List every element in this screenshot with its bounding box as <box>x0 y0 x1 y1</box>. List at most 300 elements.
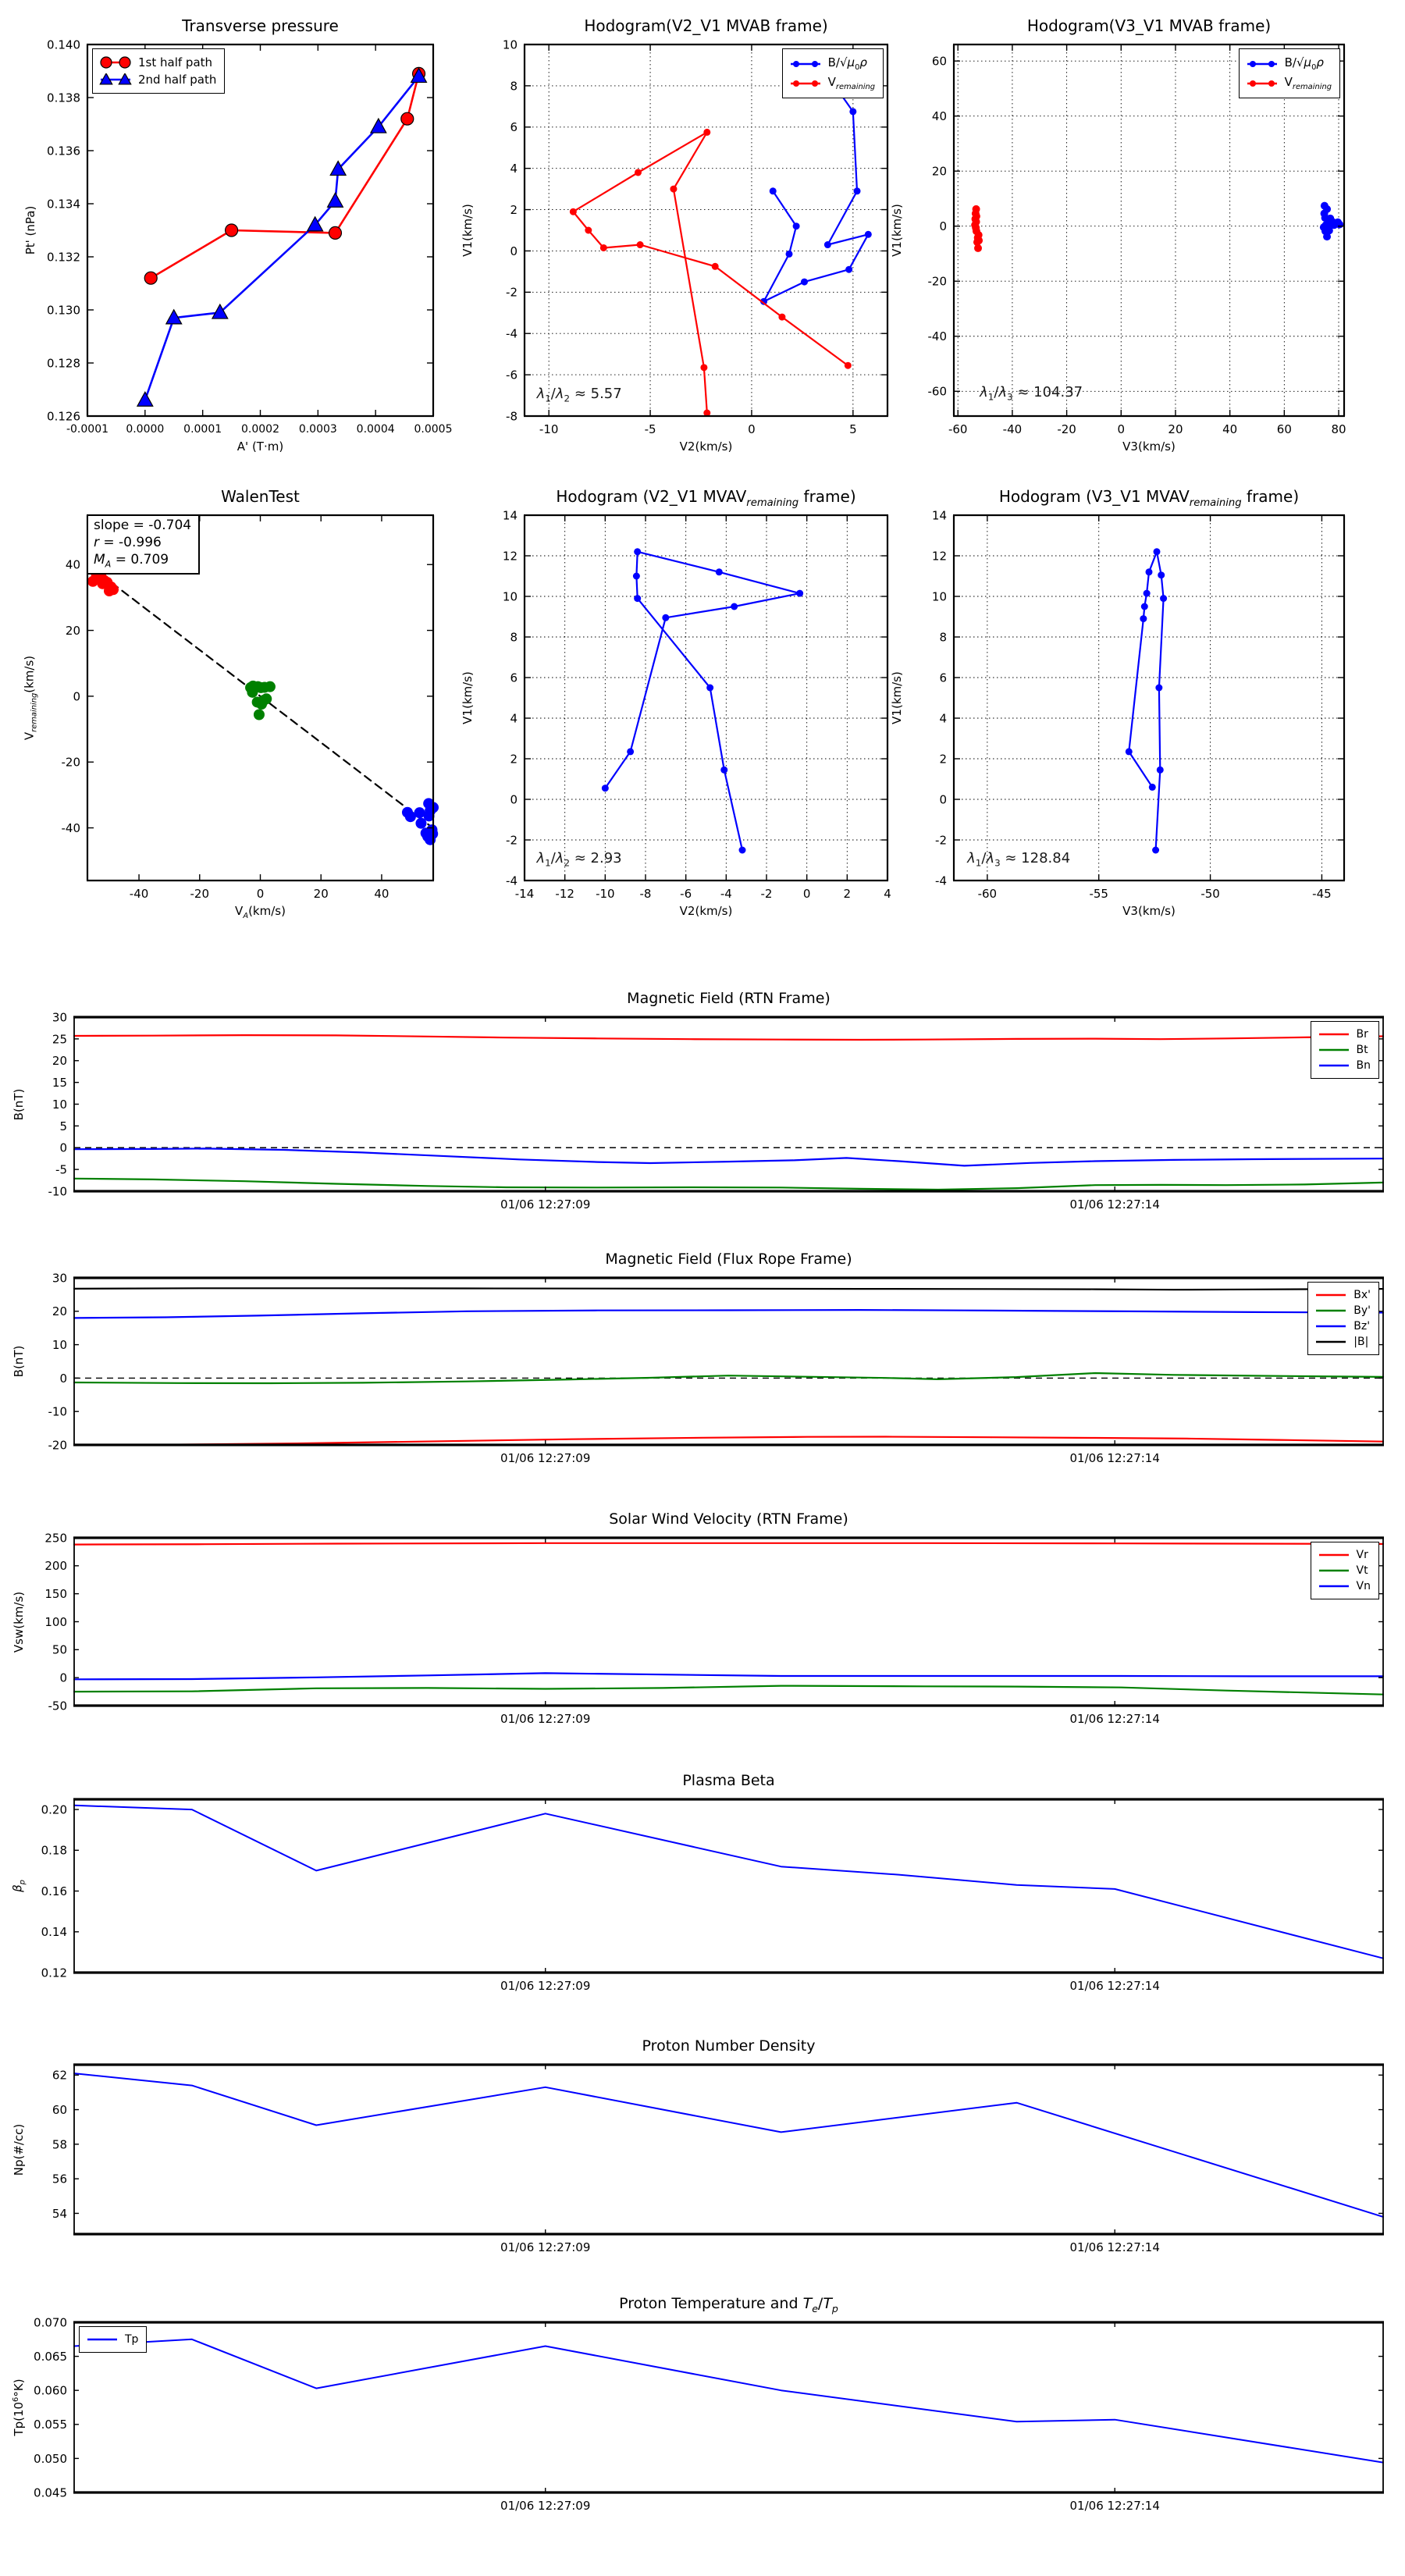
svg-text:0.070: 0.070 <box>34 2315 67 2330</box>
svg-text:8: 8 <box>510 79 518 94</box>
text-part: °K) <box>12 2379 26 2397</box>
legend-label <box>1353 1336 1368 1348</box>
legend-swatch <box>1245 58 1279 70</box>
plot-canvas-p1 <box>12 8 468 476</box>
text-part: B/√ <box>1284 55 1304 69</box>
text-part: ρ <box>859 55 867 69</box>
svg-text:0: 0 <box>748 422 756 436</box>
text-part: B/√ <box>827 55 848 69</box>
text-part: r <box>94 535 99 551</box>
text-part: Pt' (nPa) <box>23 205 37 255</box>
text-part: By' <box>1353 1304 1371 1317</box>
y-axis-label <box>12 1346 26 1378</box>
svg-text:20: 20 <box>931 164 947 179</box>
svg-text:0.128: 0.128 <box>47 356 80 371</box>
legend-label <box>1357 1549 1368 1561</box>
text-part: p <box>18 1880 27 1885</box>
legend-box <box>1311 1542 1379 1599</box>
legend-swatch <box>1317 1028 1351 1041</box>
chart-walen-test <box>12 479 468 947</box>
text-part: Hodogram (V2_V1 MVAV <box>556 487 747 506</box>
text-part: 2 <box>564 857 571 869</box>
fit-stats-line <box>94 517 191 534</box>
legend-label <box>1285 75 1332 91</box>
text-part: WalenTest <box>221 487 300 506</box>
legend-swatch <box>98 56 133 69</box>
plot-canvas-w4 <box>0 1763 1405 2022</box>
text-part: e <box>812 2302 818 2314</box>
svg-text:2: 2 <box>939 752 947 767</box>
annotation <box>967 850 1070 869</box>
svg-text:12: 12 <box>931 549 947 564</box>
svg-text:150: 150 <box>44 1587 67 1602</box>
y-axis-label <box>11 1880 27 1892</box>
text-part: A' (T·m) <box>237 439 284 454</box>
svg-text:0.138: 0.138 <box>47 91 80 105</box>
annotation <box>537 850 622 869</box>
legend-swatch <box>788 77 823 90</box>
legend-item <box>1314 1320 1371 1332</box>
legend-item <box>98 73 216 87</box>
text-part: remaining <box>1189 497 1242 509</box>
text-part: (km/s) <box>248 904 286 918</box>
legend-swatch <box>1314 1304 1348 1317</box>
svg-text:4: 4 <box>510 162 518 176</box>
svg-text:62: 62 <box>52 2068 67 2083</box>
text-part: remaining <box>1292 83 1332 91</box>
svg-text:-4: -4 <box>506 326 518 341</box>
svg-text:01/06 12:27:09: 01/06 12:27:09 <box>500 1451 591 1465</box>
text-part: frame) <box>1241 487 1300 506</box>
svg-text:40: 40 <box>931 109 947 124</box>
svg-text:0: 0 <box>59 1371 67 1386</box>
svg-text:01/06 12:27:09: 01/06 12:27:09 <box>500 1979 591 1993</box>
text-part: frame) <box>799 487 856 506</box>
legend-label <box>1353 1320 1370 1332</box>
plot-canvas-w3 <box>0 1501 1405 1755</box>
text-part: / <box>994 383 999 400</box>
legend-label <box>1357 1580 1371 1592</box>
legend-label <box>828 75 875 91</box>
svg-text:0.0004: 0.0004 <box>356 423 395 436</box>
y-axis-label <box>12 2379 26 2435</box>
svg-text:15: 15 <box>52 1076 67 1091</box>
text-part: V <box>827 75 836 89</box>
chart-magnetic-field-flux-rope <box>0 1241 1405 1495</box>
svg-text:0: 0 <box>510 792 518 807</box>
svg-text:5: 5 <box>849 422 857 436</box>
chart-transverse-pressure <box>12 8 468 476</box>
svg-text:0.0000: 0.0000 <box>126 423 165 436</box>
text-part: V3(km/s) <box>1122 439 1176 454</box>
svg-text:0.0003: 0.0003 <box>298 423 337 436</box>
svg-text:-40: -40 <box>1002 422 1023 436</box>
legend-label <box>1357 1028 1368 1041</box>
text-part: 0 <box>855 63 860 72</box>
text-part: Vsw(km/s) <box>12 1591 26 1653</box>
svg-text:-20: -20 <box>190 887 210 901</box>
svg-text:5: 5 <box>59 1119 67 1133</box>
svg-text:-50: -50 <box>1200 887 1220 901</box>
text-part: μ <box>1304 55 1312 69</box>
text-part: ρ <box>1316 55 1324 69</box>
text-part: Vn <box>1356 1580 1371 1592</box>
svg-text:2: 2 <box>843 887 852 901</box>
y-axis-label <box>23 206 37 255</box>
text-part: 3 <box>994 857 1001 869</box>
svg-text:0.130: 0.130 <box>47 303 80 318</box>
text-part: 6 <box>12 2396 20 2402</box>
text-part: β <box>10 1884 25 1892</box>
text-part: λ <box>986 850 995 867</box>
svg-text:0.126: 0.126 <box>47 409 80 424</box>
legend-label <box>1357 1044 1368 1056</box>
plot-canvas-p4 <box>12 479 468 947</box>
legend-label <box>1353 1304 1371 1317</box>
svg-text:0: 0 <box>939 219 947 234</box>
plot-canvas-w2 <box>0 1241 1405 1495</box>
text-part: Br <box>1356 1028 1368 1041</box>
svg-text:20: 20 <box>313 887 329 901</box>
text-part: remaining <box>746 497 799 509</box>
svg-text:-0.0001: -0.0001 <box>66 423 109 436</box>
svg-text:60: 60 <box>931 54 947 69</box>
svg-text:10: 10 <box>931 589 947 604</box>
text-part: Transverse pressure <box>182 16 339 35</box>
svg-text:01/06 12:27:09: 01/06 12:27:09 <box>500 1712 591 1726</box>
legend-label <box>125 2333 138 2346</box>
svg-text:0: 0 <box>73 689 80 704</box>
svg-text:0: 0 <box>802 887 811 901</box>
text-part: 1 <box>987 391 994 403</box>
plot-canvas-p6 <box>878 479 1378 947</box>
svg-text:20: 20 <box>52 1304 67 1319</box>
legend-item <box>85 2333 138 2346</box>
svg-text:-2: -2 <box>760 887 773 901</box>
svg-text:40: 40 <box>1222 422 1238 436</box>
svg-text:-40: -40 <box>61 820 80 835</box>
chart-plasma-beta <box>0 1763 1405 2022</box>
text-part: Np(#/cc) <box>12 2123 26 2176</box>
svg-text:01/06 12:27:09: 01/06 12:27:09 <box>500 1197 591 1212</box>
legend-item <box>1245 55 1332 72</box>
svg-text:01/06 12:27:09: 01/06 12:27:09 <box>500 2240 591 2254</box>
chart-title <box>74 2037 1383 2055</box>
text-part: Tp(10 <box>12 2401 26 2436</box>
chart-title <box>87 487 433 506</box>
plot-canvas-w5 <box>0 2028 1405 2286</box>
text-part: = 0.709 <box>111 552 169 568</box>
svg-text:-6: -6 <box>680 887 692 901</box>
text-part: V <box>235 904 244 918</box>
legend-item <box>98 55 216 69</box>
svg-text:0.136: 0.136 <box>47 144 80 158</box>
svg-text:4: 4 <box>884 887 891 901</box>
svg-text:-4: -4 <box>720 887 732 901</box>
svg-text:0.055: 0.055 <box>34 2418 67 2432</box>
svg-text:-20: -20 <box>927 274 947 289</box>
legend-swatch <box>1317 1059 1351 1072</box>
svg-text:6: 6 <box>939 671 947 685</box>
fit-stats-line <box>94 534 191 551</box>
svg-text:250: 250 <box>44 1531 67 1546</box>
text-part: / <box>550 850 556 867</box>
svg-text:0.20: 0.20 <box>41 1802 67 1817</box>
text-part: μ <box>847 55 855 69</box>
legend-swatch <box>85 2333 119 2346</box>
text-part: V <box>22 731 37 741</box>
plot-canvas-p5 <box>449 479 917 947</box>
legend-item <box>1317 1044 1371 1056</box>
text-part: = -0.996 <box>99 535 162 551</box>
legend-item <box>1245 75 1332 91</box>
text-part: 1 <box>545 857 551 869</box>
chart-title <box>525 487 887 509</box>
text-part: / <box>550 385 556 402</box>
svg-text:-50: -50 <box>48 1699 67 1713</box>
svg-text:0.0001: 0.0001 <box>183 423 222 436</box>
svg-text:60: 60 <box>52 2102 67 2117</box>
text-part: V1(km/s) <box>461 671 475 724</box>
text-part: λ <box>998 383 1008 400</box>
svg-text:01/06 12:27:09: 01/06 12:27:09 <box>500 2499 591 2513</box>
svg-text:-10: -10 <box>48 1184 67 1199</box>
chart-proton-number-density <box>0 2028 1405 2286</box>
svg-text:14: 14 <box>931 508 947 523</box>
svg-text:20: 20 <box>52 1054 67 1069</box>
svg-text:4: 4 <box>939 711 947 726</box>
svg-text:8: 8 <box>939 630 947 645</box>
svg-text:-8: -8 <box>639 887 652 901</box>
svg-text:0.050: 0.050 <box>34 2451 67 2466</box>
text-part: ≈ 2.93 <box>570 850 622 867</box>
text-part: V2(km/s) <box>679 439 733 454</box>
y-axis-label <box>461 671 475 724</box>
svg-text:2: 2 <box>510 202 518 217</box>
svg-text:-55: -55 <box>1089 887 1108 901</box>
legend-item <box>1314 1289 1371 1301</box>
legend-swatch <box>1317 1564 1351 1577</box>
svg-text:01/06 12:27:14: 01/06 12:27:14 <box>1069 1979 1160 1993</box>
chart-title <box>954 487 1344 509</box>
svg-text:6: 6 <box>510 671 518 685</box>
plot-canvas-w1 <box>0 980 1405 1238</box>
y-axis-label <box>23 656 39 740</box>
text-part: λ <box>555 850 564 867</box>
text-part: 2nd half path <box>138 73 217 87</box>
y-axis-label <box>12 1591 26 1652</box>
chart-title <box>74 990 1383 1007</box>
svg-text:-10: -10 <box>48 1404 67 1419</box>
svg-text:0: 0 <box>59 1140 67 1155</box>
legend-label <box>1353 1289 1371 1301</box>
chart-title <box>87 16 433 35</box>
text-part: λ <box>555 385 564 402</box>
x-axis-label <box>525 439 887 454</box>
text-part: λ <box>536 850 546 867</box>
text-part: |B| <box>1353 1336 1369 1348</box>
text-part: V1(km/s) <box>461 204 475 257</box>
legend-box <box>79 2326 147 2353</box>
text-part: 1 <box>545 393 551 404</box>
annotation <box>537 386 622 404</box>
legend-swatch <box>1317 1549 1351 1561</box>
text-part: A <box>105 559 112 570</box>
text-part: ≈ 5.57 <box>570 385 622 402</box>
svg-text:0.12: 0.12 <box>41 1966 67 1980</box>
text-part: V2(km/s) <box>679 904 733 918</box>
text-part: A <box>243 912 249 920</box>
legend-label <box>1285 55 1324 72</box>
legend-item <box>1314 1336 1371 1348</box>
svg-text:-4: -4 <box>935 873 947 888</box>
legend-item <box>788 75 875 91</box>
svg-text:-60: -60 <box>948 422 968 436</box>
legend-box <box>1307 1282 1379 1355</box>
chart-title <box>74 1772 1383 1789</box>
svg-text:-14: -14 <box>514 887 535 901</box>
text-part: (km/s) <box>22 655 37 693</box>
text-part: Bn <box>1356 1059 1371 1072</box>
annotation <box>980 384 1083 403</box>
y-axis-label <box>890 204 904 257</box>
svg-text:0.045: 0.045 <box>34 2485 67 2500</box>
legend-label <box>1357 1059 1371 1072</box>
text-part: Proton Number Density <box>642 2037 816 2055</box>
svg-text:0: 0 <box>59 1670 67 1685</box>
svg-text:14: 14 <box>502 508 518 523</box>
text-part: slope = -0.704 <box>94 518 192 533</box>
y-axis-label <box>461 204 475 257</box>
legend-item <box>1317 1549 1371 1561</box>
svg-text:-20: -20 <box>1057 422 1076 436</box>
svg-text:-45: -45 <box>1312 887 1332 901</box>
svg-text:30: 30 <box>52 1271 67 1286</box>
svg-text:0: 0 <box>256 887 265 901</box>
chart-solar-wind-velocity <box>0 1501 1405 1755</box>
text-part: Bx' <box>1353 1289 1371 1301</box>
svg-text:10: 10 <box>52 1338 67 1352</box>
legend-swatch <box>1314 1289 1348 1301</box>
text-part: Bz' <box>1353 1320 1371 1332</box>
text-part: λ <box>536 385 546 402</box>
text-part: V1(km/s) <box>890 671 904 724</box>
text-part: ≈ 128.84 <box>1000 850 1071 867</box>
plot-canvas-w6 <box>0 2286 1405 2543</box>
legend-item <box>788 55 875 72</box>
fit-stats-line <box>94 551 191 571</box>
legend-label <box>138 73 216 87</box>
legend-swatch <box>1317 1580 1351 1592</box>
svg-text:-40: -40 <box>129 887 149 901</box>
legend-item <box>1317 1059 1371 1072</box>
svg-text:0: 0 <box>510 244 518 258</box>
text-part: 1 <box>975 857 982 869</box>
svg-text:0: 0 <box>939 792 947 807</box>
text-part: Hodogram (V3_V1 MVAV <box>998 487 1190 506</box>
svg-text:-2: -2 <box>506 833 518 848</box>
text-part: T <box>823 2295 832 2312</box>
legend-swatch <box>1314 1336 1348 1348</box>
svg-text:-4: -4 <box>506 873 518 888</box>
legend-label <box>138 55 212 69</box>
x-axis-label <box>954 439 1344 454</box>
svg-text:-60: -60 <box>927 384 947 399</box>
text-part: B(nT) <box>12 1088 26 1120</box>
svg-text:-10: -10 <box>596 887 615 901</box>
chart-title <box>74 1510 1383 1528</box>
svg-text:10: 10 <box>502 589 518 604</box>
text-part: Tp <box>125 2333 139 2346</box>
svg-text:10: 10 <box>52 1097 67 1112</box>
svg-text:0.18: 0.18 <box>41 1843 67 1858</box>
text-part: 3 <box>1007 391 1013 403</box>
chart-hodogram-v3v1-mvav <box>878 479 1378 947</box>
svg-text:-2: -2 <box>935 833 947 848</box>
text-part: Solar Wind Velocity (RTN Frame) <box>609 1510 848 1528</box>
svg-text:56: 56 <box>52 2172 67 2186</box>
svg-text:0.060: 0.060 <box>34 2383 67 2398</box>
svg-text:40: 40 <box>374 887 389 901</box>
x-axis-label <box>525 904 887 918</box>
legend-item <box>1314 1304 1371 1317</box>
text-part: λ <box>967 850 976 867</box>
svg-text:0.16: 0.16 <box>41 1884 67 1898</box>
svg-text:25: 25 <box>52 1032 67 1047</box>
svg-text:0: 0 <box>1117 422 1126 436</box>
svg-text:100: 100 <box>44 1614 67 1629</box>
svg-text:01/06 12:27:14: 01/06 12:27:14 <box>1069 2240 1160 2254</box>
legend-swatch <box>1317 1044 1351 1056</box>
text-part: V <box>1284 75 1293 89</box>
svg-text:60: 60 <box>1276 422 1292 436</box>
svg-text:-40: -40 <box>927 329 947 344</box>
legend-label <box>1357 1564 1368 1577</box>
svg-text:-10: -10 <box>539 422 559 436</box>
text-part: / <box>817 2295 823 2312</box>
svg-text:54: 54 <box>52 2206 67 2221</box>
text-part: Hodogram(V2_V1 MVAB frame) <box>584 16 828 35</box>
y-axis-label <box>12 2123 26 2176</box>
svg-text:6: 6 <box>510 120 518 135</box>
legend-box <box>1239 48 1340 98</box>
text-part: Magnetic Field (Flux Rope Frame) <box>605 1251 852 1268</box>
svg-text:01/06 12:27:14: 01/06 12:27:14 <box>1069 1712 1160 1726</box>
svg-text:-8: -8 <box>506 409 518 424</box>
svg-text:58: 58 <box>52 2137 67 2152</box>
text-part: B(nT) <box>12 1345 26 1378</box>
text-part: / <box>981 850 987 867</box>
text-part: remaining <box>30 692 39 732</box>
svg-text:0.132: 0.132 <box>47 250 80 265</box>
text-part: T <box>802 2295 813 2312</box>
svg-text:-60: -60 <box>977 887 998 901</box>
chart-title <box>74 2295 1383 2314</box>
svg-text:8: 8 <box>510 630 518 645</box>
text-part: Vt <box>1356 1564 1368 1577</box>
text-part: 2 <box>564 393 571 404</box>
chart-proton-temperature <box>0 2286 1405 2543</box>
legend-swatch <box>98 73 133 86</box>
text-part: Vr <box>1356 1549 1368 1561</box>
text-part: V1(km/s) <box>890 204 904 257</box>
svg-text:40: 40 <box>65 557 80 572</box>
svg-text:-5: -5 <box>55 1162 67 1177</box>
svg-text:01/06 12:27:14: 01/06 12:27:14 <box>1069 1451 1160 1465</box>
y-axis-label <box>12 1088 26 1120</box>
svg-text:20: 20 <box>65 623 80 638</box>
chart-magnetic-field-rtn <box>0 980 1405 1238</box>
